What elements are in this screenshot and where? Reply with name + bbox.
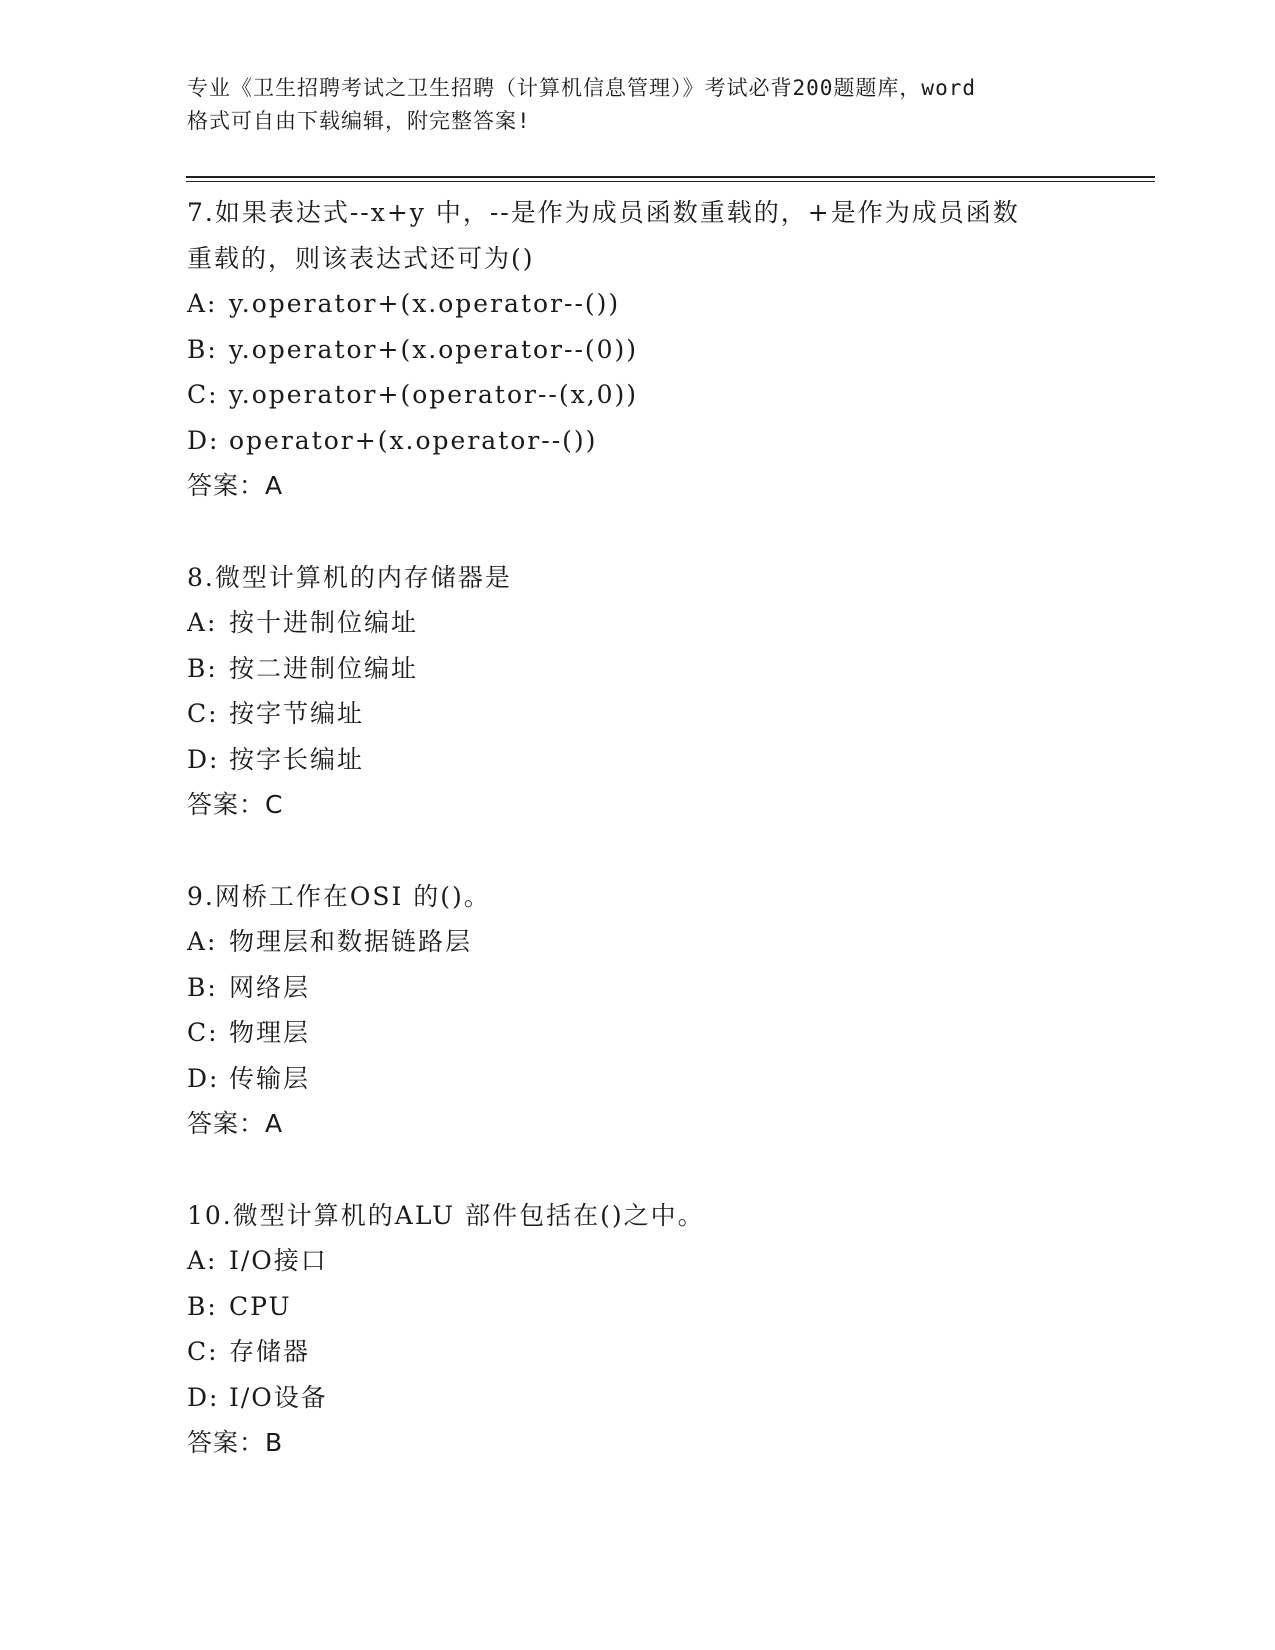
question-stem: 9.网桥工作在OSI 的()。 bbox=[187, 881, 491, 911]
header-divider-thin bbox=[186, 181, 1155, 182]
option-c bbox=[187, 1010, 1087, 1056]
option-text: 物理层 bbox=[229, 1018, 311, 1047]
option-letter: A: bbox=[187, 1246, 218, 1275]
option-a bbox=[187, 1238, 1087, 1284]
option-b bbox=[187, 965, 1087, 1011]
option-text: operator+(x.operator--()) bbox=[229, 425, 598, 455]
option-b bbox=[187, 646, 1087, 692]
option-b bbox=[187, 327, 1087, 373]
option-letter: A: bbox=[187, 927, 218, 956]
option-letter: D: bbox=[187, 744, 220, 774]
option-text: 按十进制位编址 bbox=[229, 608, 419, 637]
option-d bbox=[187, 1375, 1087, 1421]
option-text: 存储器 bbox=[229, 1337, 311, 1366]
option-letter: B: bbox=[187, 334, 218, 364]
option-a bbox=[187, 919, 1087, 965]
option-letter: D: bbox=[187, 425, 220, 455]
option-d bbox=[187, 1056, 1087, 1102]
question-stem: 重载的，则该表达式还可为() bbox=[187, 243, 535, 273]
header-line-1: 专业《卫生招聘考试之卫生招聘（计算机信息管理）》考试必背200题题库，word bbox=[187, 76, 976, 100]
option-letter: D: bbox=[187, 1063, 220, 1093]
answer-line: 答案：B bbox=[187, 1428, 284, 1457]
option-letter: B: bbox=[187, 1291, 218, 1321]
document-header bbox=[187, 72, 1087, 138]
option-a bbox=[187, 600, 1087, 646]
question-8 bbox=[187, 555, 1087, 828]
question-10 bbox=[187, 1193, 1087, 1466]
option-text: 按字长编址 bbox=[229, 744, 365, 774]
option-text: I/O设备 bbox=[229, 1382, 328, 1412]
option-text: y.operator+(x.operator--(0)) bbox=[229, 334, 639, 364]
option-letter: A: bbox=[187, 289, 218, 318]
question-stem: 10.微型计算机的ALU 部件包括在()之中。 bbox=[187, 1200, 705, 1230]
option-letter: B: bbox=[187, 972, 218, 1002]
option-text: 按二进制位编址 bbox=[229, 653, 419, 683]
option-letter: C: bbox=[187, 699, 219, 728]
option-letter: C: bbox=[187, 1337, 219, 1366]
question-9 bbox=[187, 874, 1087, 1147]
question-stem: 8.微型计算机的内存储器是 bbox=[187, 562, 512, 592]
option-d bbox=[187, 418, 1087, 464]
answer-line: 答案：A bbox=[187, 471, 284, 500]
option-c bbox=[187, 1329, 1087, 1375]
option-text: CPU bbox=[229, 1291, 292, 1321]
header-line-2: 格式可自由下载编辑，附完整答案! bbox=[187, 109, 531, 133]
option-b bbox=[187, 1284, 1087, 1330]
question-stem: 7.如果表达式--x+y 中，--是作为成员函数重载的，+是作为成员函数 bbox=[187, 198, 1020, 227]
answer-line: 答案：A bbox=[187, 1109, 284, 1138]
option-d bbox=[187, 737, 1087, 783]
option-a bbox=[187, 281, 1087, 327]
option-text: I/O接口 bbox=[229, 1246, 328, 1275]
option-letter: A: bbox=[187, 608, 218, 637]
option-text: 网络层 bbox=[229, 972, 311, 1002]
option-text: 传输层 bbox=[229, 1063, 311, 1093]
header-divider-thick bbox=[186, 176, 1155, 178]
option-letter: C: bbox=[187, 1018, 219, 1047]
option-text: y.operator+(operator--(x,0)) bbox=[229, 380, 639, 409]
option-letter: B: bbox=[187, 653, 218, 683]
option-text: 按字节编址 bbox=[229, 699, 365, 728]
option-c bbox=[187, 691, 1087, 737]
option-text: y.operator+(x.operator--()) bbox=[229, 289, 621, 318]
question-7 bbox=[187, 190, 1087, 509]
option-letter: C: bbox=[187, 380, 219, 409]
answer-line: 答案：C bbox=[187, 790, 284, 819]
question-list bbox=[187, 190, 1087, 1512]
option-letter: D: bbox=[187, 1382, 220, 1412]
option-c bbox=[187, 372, 1087, 418]
option-text: 物理层和数据链路层 bbox=[229, 927, 473, 956]
